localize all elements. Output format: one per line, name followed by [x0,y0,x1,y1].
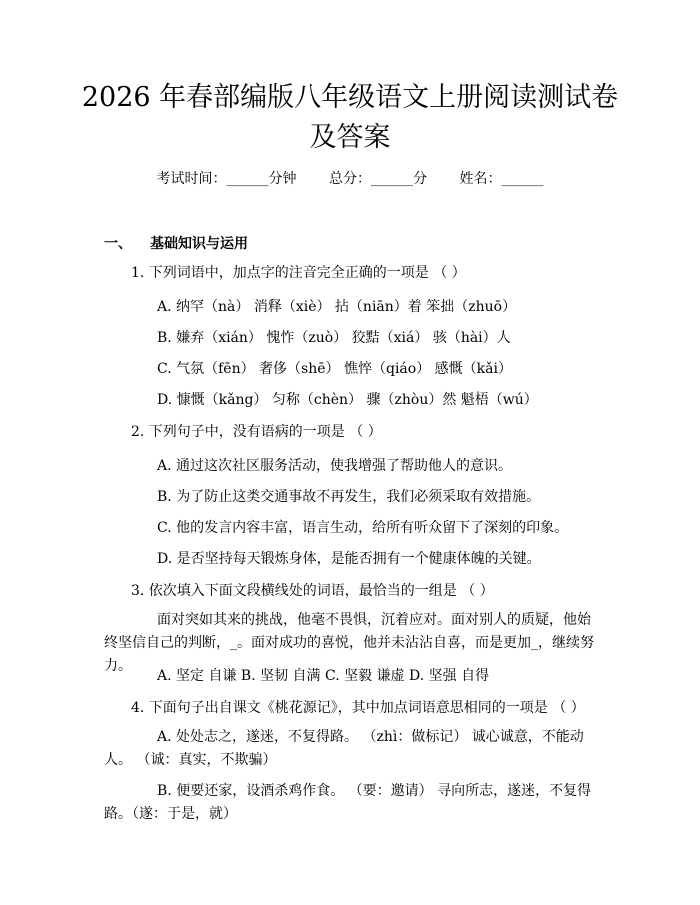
question-2-option-d: D. 是否坚持每天锻炼身体，是能否拥有一个健康体魄的关键。 [157,551,541,567]
question-4-option-b: B. 便要还家，设酒杀鸡作食。 （要：邀请） 寻向所志，遂迷，不复得路。（遂：于是，就） [104,783,592,822]
exam-time: 考试时间：______分钟 [156,171,297,187]
question-3-stem: 3. 依次填入下面文段横线处的词语，最恰当的一组是 （ ） [131,583,494,599]
question-3-options: A. 坚定 自谦 B. 坚韧 自满 C. 坚毅 谦虚 D. 坚强 自得 [157,668,490,684]
question-1-option-d: D. 慷慨（kǎng） 匀称（chèn） 骤（zhòu）然 魁梧（wú） [157,392,538,408]
question-2-option-a: A. 通过这次社区服务活动，使我增强了帮助他人的意识。 [157,458,513,474]
question-2-option-b: B. 为了防止这类交通事故不再发生，我们必须采取有效措施。 [157,489,541,505]
exam-meta [0,168,700,188]
question-3-passage: 面对突如其来的挑战，他毫不畏惧，沉着应对。面对别人的质疑，他始终坚信自己的判断，_。面对成功的喜悦，他并未沾沾自喜，而是更加_，继续努力。 [104,612,594,674]
question-2-option-c: C. 他的发言内容丰富，语言生动，给所有听众留下了深刻的印象。 [157,520,569,536]
question-1-option-c: C. 气氛（fēn） 奢侈（shē） 憔悴（qiáo） 感慨（kǎi） [157,361,512,377]
document-title [60,78,640,158]
section-heading [104,233,248,253]
question-1-option-b: B. 嫌弃（xián） 愧怍（zuò） 狡黠（xiá） 骇（hài）人 [157,330,511,346]
question-1-option-a: A. 纳罕（nà） 消释（xiè） 拈（niān）着 笨拙（zhuō） [157,299,517,315]
question-4-stem: 4. 下面句子出自课文《桃花源记》，其中加点词语意思相同的一项是 （ ） [131,700,585,716]
title-line-1: 2026 年春部编版八年级语文上册阅读测试卷 [81,82,619,113]
title-line-2: 及答案 [309,122,391,153]
question-1-stem: 1. 下列词语中，加点字的注音完全正确的一项是 （ ） [131,265,466,281]
section-title: 基础知识与运用 [150,236,248,252]
section-number: 一、 [104,236,132,252]
exam-name: 姓名：______ [459,171,544,187]
question-4-option-a: A. 处处志之，遂迷，不复得路。 （zhì：做标记） 诚心诚意，不能动人。 （诚：真实，不欺骗） [104,729,584,768]
exam-score: 总分：______分 [329,171,427,187]
question-2-stem: 2. 下列句子中，没有语病的一项是 （ ） [131,424,382,440]
